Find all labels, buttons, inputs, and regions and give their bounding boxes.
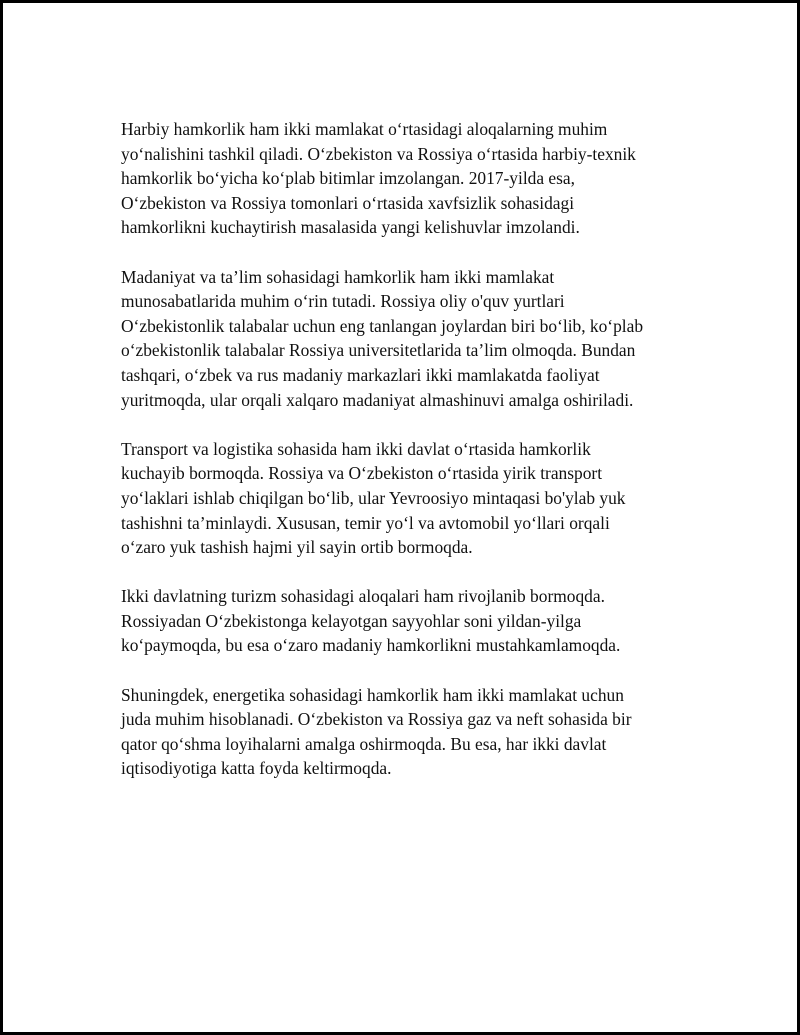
- document-body: [121, 117, 691, 806]
- paragraph-military-cooperation: Harbiy hamkorlik ham ikki mamlakat oʻrtasidagi aloqalarning muhim yoʻnalishini tashkil qiladi. Oʻzbekiston va Rossiya oʻrtasida harbiy-texnik hamkorlik boʻyicha koʻplab bitimlar imzolangan. 2017-yilda esa, Oʻzbekiston va Rossiya tomonlari oʻrtasida xavfsizlik sohasidagi hamkorlikni kuchaytirish masalasida yangi kelishuvlar imzolandi.: [121, 119, 636, 238]
- paragraph-tourism: Ikki davlatning turizm sohasidagi aloqalari ham rivojlanib bormoqda. Rossiyadan Oʻzbekistonga kelayotgan sayyohlar soni yildan-yilga koʻpaymoqda, bu esa oʻzaro madaniy hamkorlikni mustahkamlamoqda.: [121, 586, 621, 656]
- paragraph-transport-logistics: Transport va logistika sohasida ham ikki davlat oʻrtasida hamkorlik kuchayib bormoqda. Rossiya va Oʻzbekiston oʻrtasida yirik transport yoʻlaklari ishlab chiqilgan boʻlib, ular Yevroosiyo mintaqasi bo'ylab yuk tashishni taʼminlaydi. Xususan, temir yoʻl va avtomobil yoʻllari orqali oʻzaro yuk tashish hajmi yil sayin ortib bormoqda.: [121, 438, 626, 558]
- paragraph-energy: Shuningdek, energetika sohasidagi hamkorlik ham ikki mamlakat uchun juda muhim hisoblanadi. Oʻzbekiston va Rossiya gaz va neft sohasida bir qator qoʻshma loyihalarni amalga oshirmoqda. Bu esa, har ikki davlat iqtisodiyotiga katta foyda keltirmoqda.: [121, 684, 632, 779]
- paragraph-culture-education: Madaniyat va taʼlim sohasidagi hamkorlik ham ikki mamlakat munosabatlarida muhim oʻrin tutadi. Rossiya oliy o'quv yurtlari Oʻzbekistonlik talabalar uchun eng tanlangan joylardan biri boʻlib, koʻplab oʻzbekistonlik talabalar Rossiya universitetlarida taʼlim olmoqda. Bundan tashqari, oʻzbek va rus madaniy markazlari ikki mamlakatda faoliyat yuritmoqda, ular orqali xalqaro madaniyat almashinuvi amalga oshiriladi.: [121, 266, 644, 410]
